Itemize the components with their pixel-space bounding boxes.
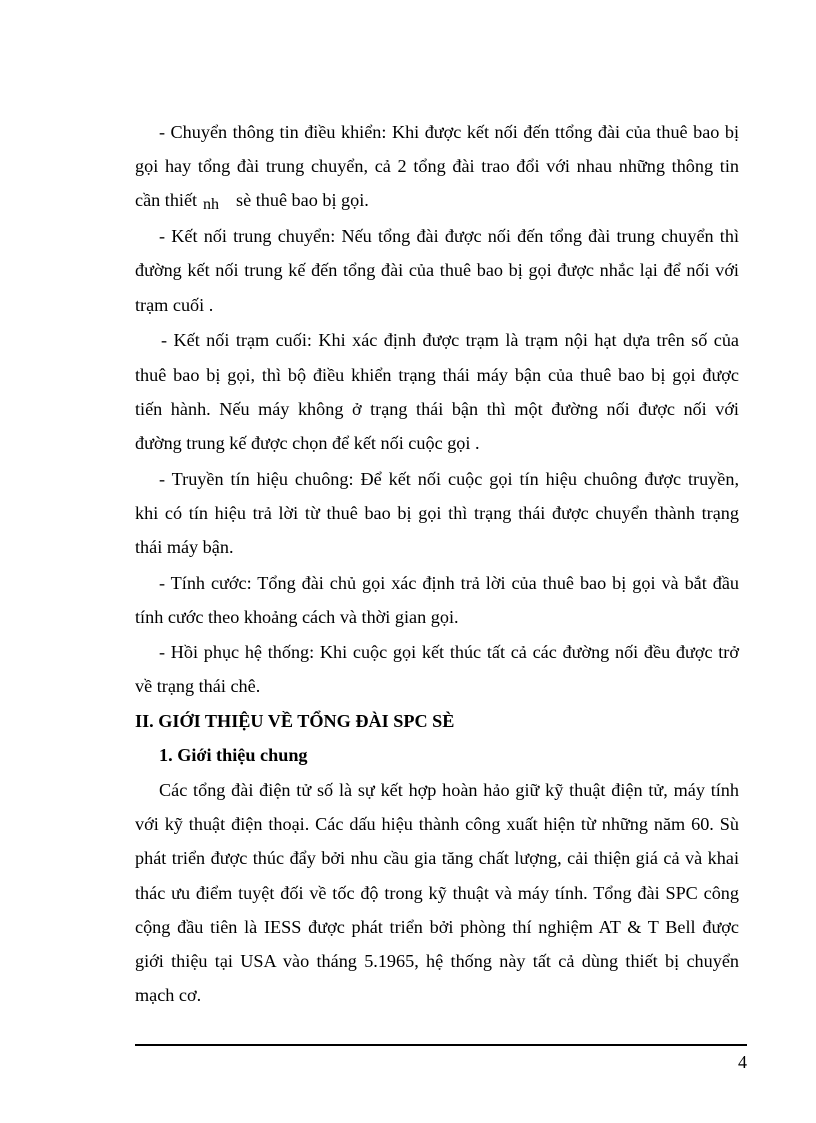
text-line: Các tổng đài điện tử số là sự kết hợp hoàn hảo giữ kỹ thuật điện tử, máy tính bbox=[159, 780, 739, 800]
section-heading: II. GIỚI THIỆU VỀ TỔNG ĐÀI SPC SÈ bbox=[135, 711, 455, 731]
text-line: tính cước theo khoảng cách và thời gian gọi. bbox=[135, 607, 459, 627]
text-line: - Tính cước: Tổng đài chủ gọi xác định trả lời của thuê bao bị gọi và bắt đầu bbox=[159, 573, 739, 593]
text-line: - Truyền tín hiệu chuông: Để kết nối cuộc gọi tín hiệu chuông được truyền, bbox=[159, 469, 739, 489]
text-line: đường trung kế được chọn để kết nối cuộc gọi . bbox=[135, 433, 480, 453]
text-line: mạch cơ. bbox=[135, 985, 202, 1005]
text-line: giới thiệu tại USA vào tháng 5.1965, hệ thống này tất cả dùng thiết bị chuyển bbox=[135, 951, 739, 971]
text-line: cần thiết bbox=[135, 190, 198, 210]
text-line: gọi hay tổng đài trung chuyển, cả 2 tổng đài trao đổi với nhau những thông tin bbox=[135, 156, 739, 176]
text-line: thuê bao bị gọi, thì bộ điều khiển trạng thái máy bận của thuê bao bị gọi được bbox=[135, 365, 739, 385]
text-line: - Kết nối trạm cuối: Khi xác định được trạm là trạm nội hạt dựa trên số của bbox=[161, 330, 739, 350]
text-line: - Hồi phục hệ thống: Khi cuộc gọi kết thúc tất cả các đường nối đều được trở bbox=[159, 642, 739, 662]
inline-fragment: nh bbox=[203, 196, 219, 213]
text-line: đường kết nối trung kế đến tổng đài của thuê bao bị gọi được nhắc lại để nối với bbox=[135, 260, 739, 280]
text-line: thái máy bận. bbox=[135, 537, 234, 557]
text-line: - Chuyển thông tin điều khiển: Khi được kết nối đến ttổng đài của thuê bao bị bbox=[159, 122, 739, 142]
subsection-heading: 1. Giới thiệu chung bbox=[159, 745, 308, 765]
text-line: phát triển được thúc đẩy bởi nhu cầu gia tăng chất lượng, cải thiện giá cả và khai bbox=[135, 848, 739, 868]
text-line: - Kết nối trung chuyển: Nếu tổng đài được nối đến tổng đài trung chuyển thì bbox=[159, 226, 739, 246]
page-number: 4 bbox=[738, 1052, 747, 1072]
text-line: cộng đầu tiên là IESS được phát triển bởi phòng thí nghiệm AT & T Bell được bbox=[135, 917, 739, 937]
text-line: về trạng thái chê. bbox=[135, 676, 261, 696]
text-line: tiến hành. Nếu máy không ở trạng thái bận thì một đường nối được nối với bbox=[135, 399, 739, 419]
text-line: khi có tín hiệu trả lời từ thuê bao bị gọi thì trạng thái được chuyển thành trạng bbox=[135, 503, 739, 523]
text-line: sè thuê bao bị gọi. bbox=[236, 190, 369, 210]
footer-rule bbox=[135, 1044, 747, 1046]
text-line: với kỹ thuật điện thoại. Các dấu hiệu thành công xuất hiện từ những năm 60. Sù bbox=[135, 814, 739, 834]
text-line: trạm cuối . bbox=[135, 295, 214, 315]
text-line: thác ưu điểm tuyệt đối về tốc độ trong kỹ thuật và máy tính. Tổng đài SPC công bbox=[135, 883, 739, 903]
